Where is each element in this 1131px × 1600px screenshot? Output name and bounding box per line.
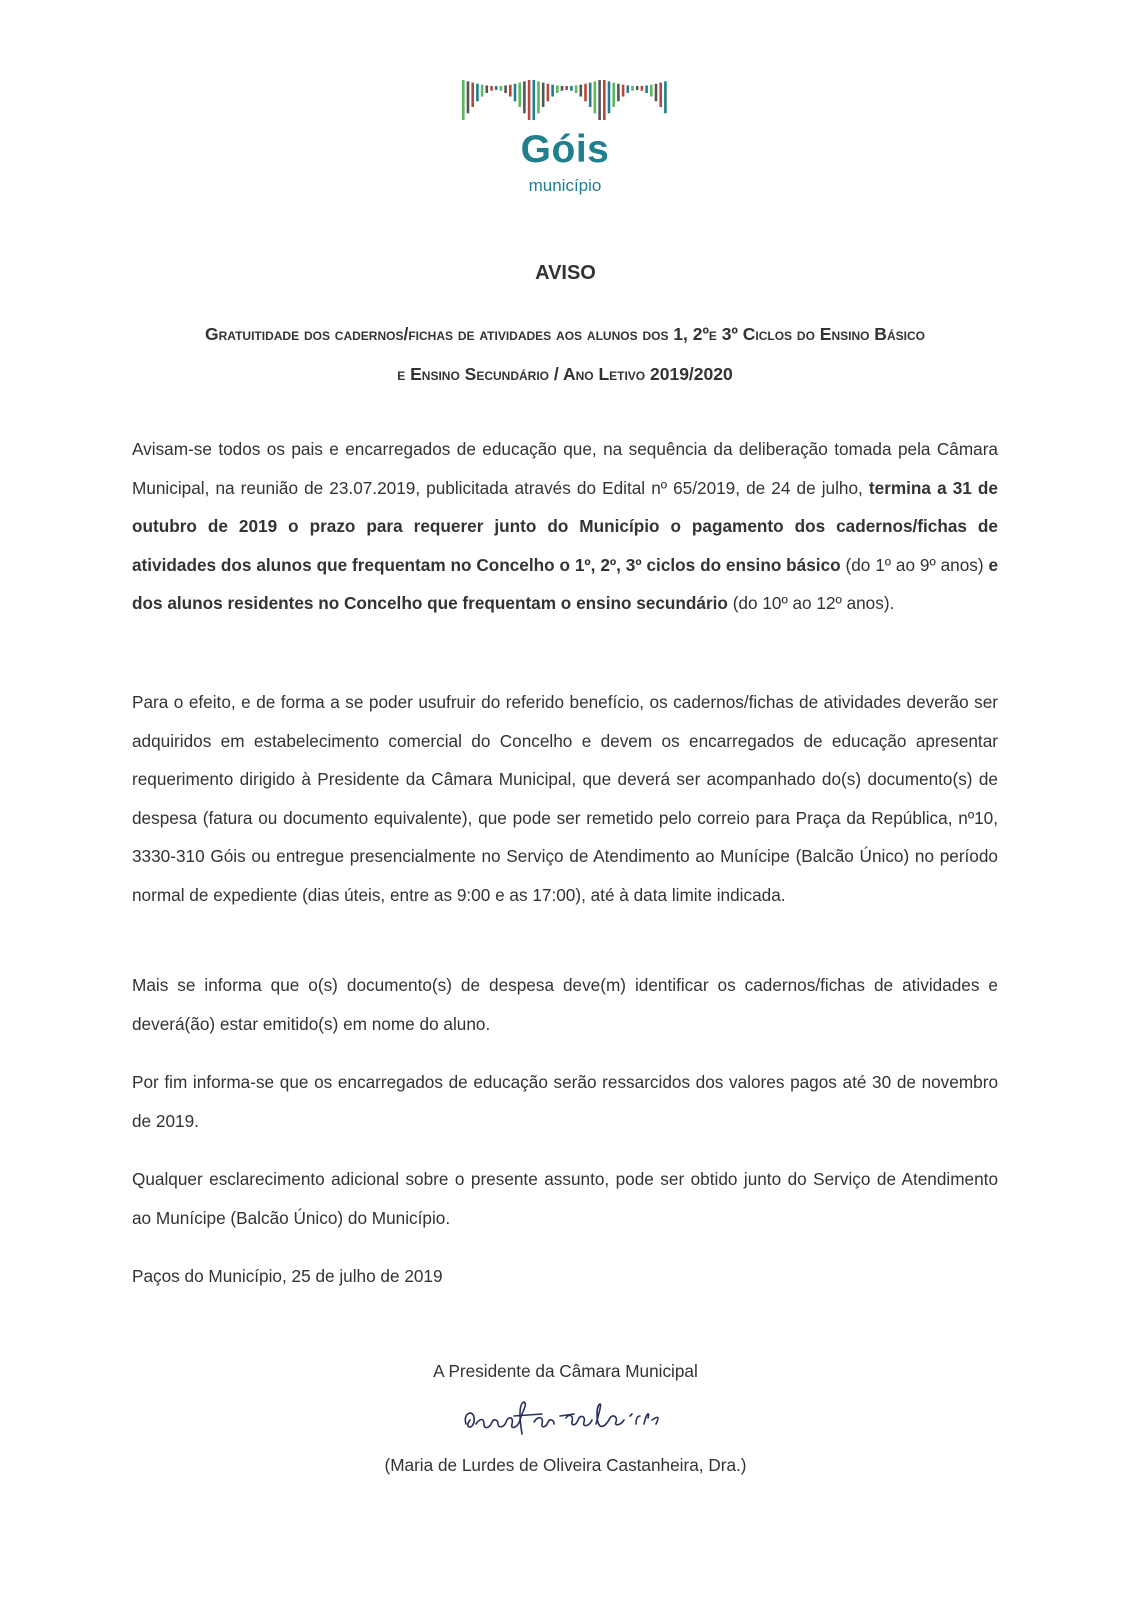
logo-bar — [636, 86, 639, 90]
paragraph-deadline-bold-1: termina a 31 de outubro de 2019 o prazo para requerer junto do Município o pagamento dos cadernos/fichas de atividades dos alunos que frequentam no Concelho o 1º, 2º, 3º ciclos do ensino básico — [132, 477, 998, 575]
logo-bar — [622, 85, 625, 97]
logo-bar — [631, 86, 634, 91]
municipality-logo — [460, 76, 670, 196]
logo-bar — [495, 86, 498, 90]
logo-bar — [486, 85, 489, 93]
logo-bar — [627, 85, 630, 93]
logo-bar — [481, 85, 484, 97]
logo-bar — [650, 85, 653, 97]
paragraph-deadline-intro: Avisam-se todos os pais e encarregados de educação que, na sequência da deliberação tomada pela Câmara Municipal, na reunião de 23.07.2019, publicitada através do Edital nº 65/2019, de 24 de julho, — [132, 439, 998, 498]
logo-bar — [598, 80, 601, 120]
logo-bar — [594, 81, 597, 113]
logo-bar — [580, 85, 583, 97]
logo-bar — [589, 83, 592, 107]
paragraph-deadline — [132, 430, 998, 623]
handwritten-signature — [458, 1394, 738, 1444]
paragraph-documents: Mais se informa que o(s) documento(s) de despesa deve(m) identificar os cadernos/fichas de atividades e deverá(ão) estar emitido(s) em nome do aluno. — [132, 975, 998, 1034]
logo-bar — [509, 85, 512, 97]
logo-bar — [608, 81, 611, 113]
logo-bar — [471, 83, 474, 107]
logo-bar — [528, 80, 531, 120]
logo-bar — [641, 86, 644, 91]
logo-bar — [467, 81, 470, 113]
notice-heading: AVISO — [535, 262, 596, 284]
logo-name: Góis — [520, 128, 610, 171]
logo-bar — [537, 81, 540, 113]
logo-bar — [565, 86, 568, 90]
logo-bar — [462, 80, 465, 120]
logo-subtitle: município — [528, 176, 602, 195]
paragraph-deadline-bold-2: e dos alunos residentes no Concelho que frequentam o ensino secundário — [132, 554, 998, 613]
notice-subtitle-line-2: e Ensino Secundário / Ano Letivo 2019/2020 — [397, 364, 733, 384]
paragraph-deadline-years-2: (do 10º ao 12º anos). — [727, 593, 895, 613]
paragraph-procedure: Para o efeito, e de forma a se poder usufruir do referido benefício, os cadernos/fichas de atividades deverão ser adquiridos em estabelecimento comercial do Concelho e devem os encarregados de educação apresentar requerimento dirigido à Presidente da Câmara Municipal, que deverá ser acompanhado do(s) documento(s) de despesa (fatura ou documento equivalente), que pode ser remetido pelo correio para Praça da República, nº10, 3330-310 Góis ou entregue presencialmente no Serviço de Atendimento ao Munícipe (Balcão Único) no período normal de expediente (dias úteis, entre as 9:00 e as 17:00), até à data limite indicada. — [132, 692, 998, 905]
logo-bar — [542, 83, 545, 107]
logo-bar — [504, 85, 507, 93]
logo-bar — [500, 86, 503, 91]
logo-bar — [570, 86, 573, 91]
paragraph-contact: Qualquer esclarecimento adicional sobre o presente assunto, pode ser obtido junto do Serviço de Atendimento ao Munícipe (Balcão Único) do Município. — [132, 1169, 998, 1228]
logo-bar — [612, 83, 615, 107]
logo-bar — [561, 86, 564, 91]
logo-bar — [617, 84, 620, 102]
logo-bar — [523, 81, 526, 113]
logo-bar — [603, 80, 606, 120]
paragraph-deadline-years-1: (do 1º ao 9º anos) — [840, 554, 989, 575]
signatory-name: (Maria de Lurdes de Oliveira Castanheira, Dra.) — [384, 1455, 747, 1475]
logo-bar — [584, 84, 587, 102]
logo-bar — [490, 86, 493, 91]
bridge-arches-icon — [460, 76, 670, 126]
notice-subtitle-line-1: Gratuitidade dos cadernos/fichas de atividades aos alunos dos 1, 2ºe 3º Ciclos do Ensino Básico — [205, 324, 925, 344]
logo-bar — [533, 80, 536, 120]
logo-bar — [659, 83, 662, 107]
place-date: Paços do Município, 25 de julho de 2019 — [132, 1266, 443, 1286]
logo-bar — [556, 85, 559, 93]
logo-bar — [547, 84, 550, 102]
logo-bar — [655, 84, 658, 102]
logo-bar — [514, 84, 517, 102]
notice-subtitle — [120, 314, 1010, 394]
logo-bar — [645, 85, 648, 93]
logo-bar — [476, 84, 479, 102]
logo-bar — [575, 85, 578, 93]
logo-bar — [551, 85, 554, 97]
logo-bar — [664, 81, 667, 113]
signature-role: A Presidente da Câmara Municipal — [433, 1361, 698, 1381]
paragraph-reimbursement: Por fim informa-se que os encarregados de educação serão ressarcidos dos valores pagos até 30 de novembro de 2019. — [132, 1072, 998, 1131]
logo-bar — [518, 83, 521, 107]
